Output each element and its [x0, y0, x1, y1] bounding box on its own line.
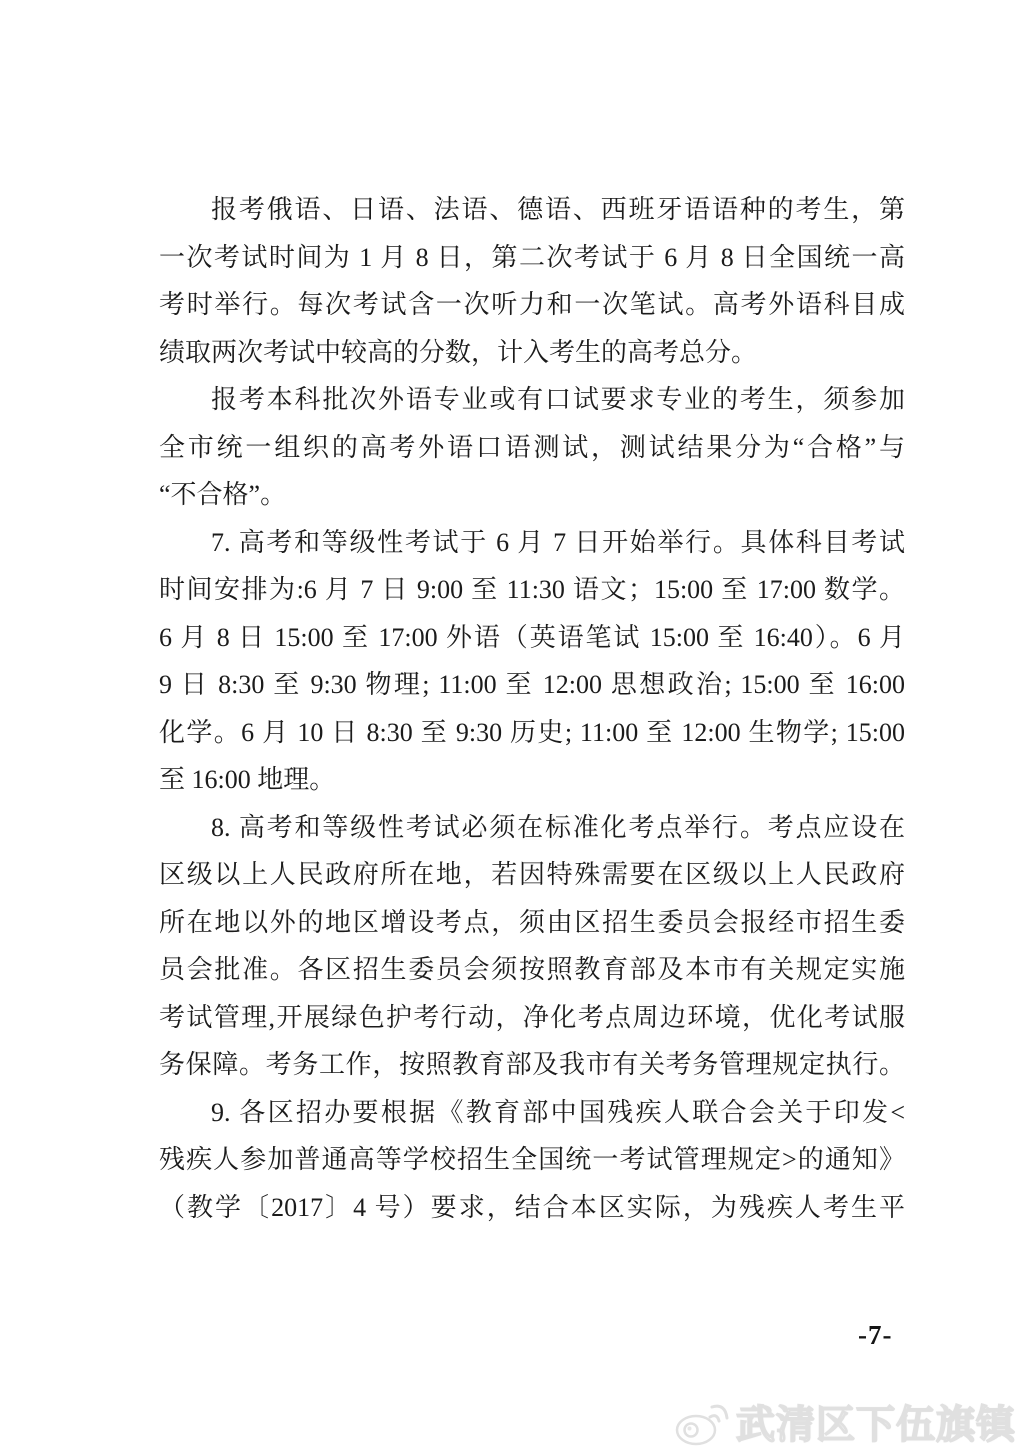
text-line: 报考本科批次外语专业或有口试要求专业的考生，须参加 — [211, 385, 905, 414]
document-body — [159, 186, 905, 1231]
text-line: 报考俄语、日语、法语、德语、西班牙语语种的考生，第 — [211, 195, 905, 224]
text-line: 化学。6 月 10 日 8:30 至 9:30 历史; 11:00 至 12:00 生物学; 15:00 — [159, 717, 905, 747]
text-line: 区级以上人民政府所在地，若因特殊需要在区级以上人民政府 — [159, 860, 905, 889]
page-number: -7- — [858, 1320, 893, 1350]
text-line: 至 16:00 地理。 — [159, 765, 336, 794]
text-line: （教学〔2017〕4 号）要求，结合本区实际，为残疾人考生平 — [159, 1192, 905, 1222]
watermark-text: 武清区下伍旗镇 — [735, 1404, 1016, 1447]
text-line: 残疾人参加普通高等学校招生全国统一考试管理规定>的通知》 — [159, 1145, 905, 1174]
text-line: “不合格”。 — [159, 480, 287, 509]
text-line: 考时举行。每次考试含一次听力和一次笔试。高考外语科目成 — [159, 290, 905, 319]
text-line: 一次考试时间为 1 月 8 日，第二次考试于 6 月 8 日全国统一高 — [159, 242, 905, 272]
text-line: 9. 各区招办要根据《教育部中国残疾人联合会关于印发< — [211, 1097, 905, 1127]
text-line: 8. 高考和等级性考试必须在标准化考点举行。考点应设在 — [211, 812, 905, 842]
text-line: 所在地以外的地区增设考点，须由区招生委员会报经市招生委 — [159, 907, 905, 937]
text-line: 员会批准。各区招生委员会须按照教育部及本市有关规定实施 — [159, 955, 905, 984]
text-line: 考试管理,开展绿色护考行动，净化考点周边环境，优化考试服 — [159, 1002, 905, 1032]
text-line: 9 日 8:30 至 9:30 物理; 11:00 至 12:00 思想政治; 15:00 至 16:00 — [159, 670, 905, 699]
text-line: 7. 高考和等级性考试于 6 月 7 日开始举行。具体科目考试 — [211, 527, 905, 557]
text-line: 时间安排为:6 月 7 日 9:00 至 11:30 语文；15:00 至 17:00 数学。 — [159, 575, 905, 604]
text-line: 6 月 8 日 15:00 至 17:00 外语（英语笔试 15:00 至 16:40）。6 月 — [159, 622, 905, 652]
text-line: 全市统一组织的高考外语口语测试，测试结果分为“合格”与 — [159, 432, 905, 462]
text-line: 务保障。考务工作，按照教育部及我市有关考务管理规定执行。 — [159, 1050, 905, 1079]
weibo-icon — [674, 1396, 732, 1448]
watermark — [674, 1394, 1016, 1450]
text-line: 绩取两次考试中较高的分数，计入考生的高考总分。 — [159, 337, 758, 367]
